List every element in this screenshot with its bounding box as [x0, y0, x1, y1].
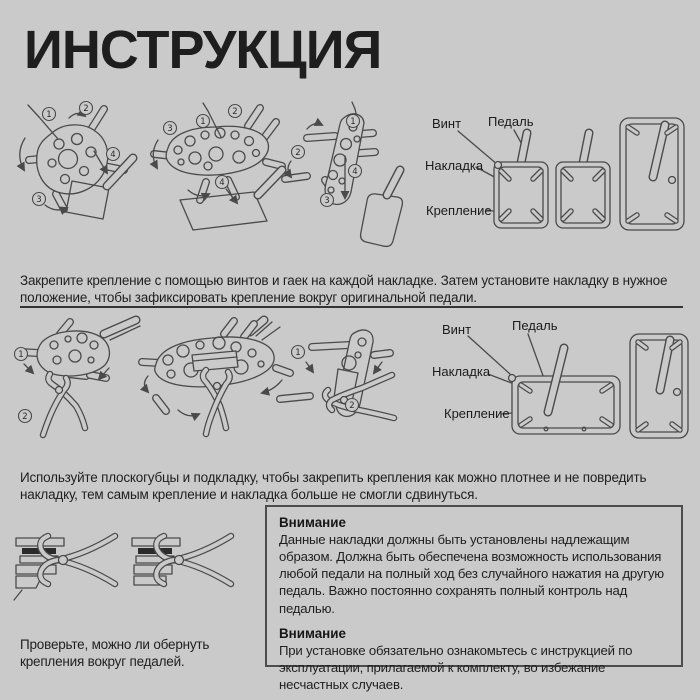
pliers-pivot	[175, 556, 184, 565]
crimp-diagram-round-pad	[12, 318, 152, 448]
svg-text:2: 2	[22, 412, 28, 423]
press-arrow	[145, 376, 149, 392]
part-label-pad: Накладка	[425, 158, 484, 173]
svg-text:3: 3	[36, 195, 42, 206]
step-badge	[19, 410, 32, 423]
screwdriver-icon	[352, 102, 355, 109]
pad-hatched-layer	[134, 565, 172, 574]
pliers-pivot	[214, 383, 221, 390]
part-label-mount: Крепление	[426, 203, 492, 218]
pedal-arm	[107, 158, 133, 186]
mount-clip	[56, 194, 64, 209]
pliers-pivot	[59, 556, 68, 565]
step-diagram-tall-pad	[283, 100, 423, 248]
svg-text:3: 3	[167, 124, 173, 135]
warning-box	[265, 505, 683, 693]
mount-clip	[307, 136, 335, 138]
svg-text:1: 1	[200, 117, 206, 128]
step-badge	[229, 105, 242, 118]
step-badge	[292, 146, 305, 159]
step-badge	[216, 176, 229, 189]
warning-body: Данные накладки должны быть установлены надлежащим образом. Должна быть обеспечена возможность использования любой педали на полный ход без случайного нажатия на другую педаль. Важно постоянно сохранять полный контроль над педалью.	[279, 532, 664, 616]
section2-instruction-text: Используйте плоскогубцы и подкладку, чтобы закрепить крепления как можно плотнее и не повредить накладку, тем самым крепление и накладка больше не смогли сдвинуться.	[20, 469, 647, 502]
svg-text:2: 2	[83, 104, 89, 115]
mount-clip	[90, 375, 106, 378]
page-title: ИНСТРУКЦИЯ	[24, 20, 382, 80]
step-badge	[107, 148, 120, 161]
press-arrow	[24, 364, 33, 373]
pedal-surface	[361, 194, 403, 247]
press-arrow	[306, 362, 313, 372]
crimp-diagram-wide-pad	[140, 318, 292, 448]
pliers-check-diagram-2	[130, 520, 242, 616]
svg-text:4: 4	[352, 167, 358, 178]
step-badge	[347, 115, 360, 128]
svg-text:1: 1	[295, 348, 301, 359]
pliers-check-diagram-1	[14, 520, 126, 616]
accelerator-pedal-with-pad	[630, 334, 688, 438]
labeled-pedals-diagram-1	[424, 106, 696, 242]
brake-pedal-with-pad	[494, 133, 548, 228]
check-instruction-text: Проверьте, можно ли обернуть крепления вокруг педалей.	[20, 636, 210, 669]
step-badge	[346, 399, 359, 412]
step-badge	[43, 108, 56, 121]
part-label-pad: Накладка	[432, 364, 491, 379]
pliers-pivot	[56, 387, 63, 394]
section1-instruction-text: Закрепите крепление с помощью винтов и гаек на каждой накладке. Затем установите накладку в нужное положение, чтобы зафиксировать крепление вокруг оригинальной педали.	[20, 272, 668, 305]
crimp-diagram-tall-pad	[278, 318, 423, 448]
press-arrow	[178, 410, 199, 416]
svg-text:4: 4	[110, 150, 116, 161]
step-badge	[15, 348, 28, 361]
mount-clip	[285, 176, 307, 179]
svg-text:1: 1	[18, 350, 24, 361]
screw-head	[495, 162, 502, 169]
press-arrow	[374, 362, 382, 373]
screwdriver-icon	[203, 103, 208, 111]
step-badge	[292, 346, 305, 359]
rotate-arrow	[20, 138, 25, 170]
part-label-pedal: Педаль	[488, 114, 534, 129]
accelerator-pedal-with-pad	[620, 118, 684, 230]
svg-text:2: 2	[349, 401, 355, 412]
part-label-screw: Винт	[432, 116, 462, 131]
step-diagram-wide-pad	[148, 102, 290, 244]
part-label-mount: Крепление	[444, 406, 510, 421]
pedal-surface	[180, 192, 267, 230]
mount-clip	[374, 353, 390, 355]
section-divider	[20, 306, 683, 308]
warning-title: Внимание	[279, 625, 346, 641]
labeled-pedals-diagram-2	[428, 314, 694, 450]
pedal-pad-shape	[37, 331, 109, 376]
wide-brake-pedal-with-pad	[509, 348, 621, 434]
svg-text:1: 1	[46, 110, 52, 121]
screw-head	[509, 375, 516, 382]
step-badge	[164, 122, 177, 135]
warning-title: Внимание	[279, 515, 346, 530]
step-badge	[321, 194, 334, 207]
step-badge	[33, 193, 46, 206]
svg-text:2: 2	[232, 107, 238, 118]
pad-hatched-layer	[16, 565, 56, 574]
svg-text:2: 2	[295, 148, 301, 159]
svg-text:1: 1	[350, 117, 356, 128]
screwdriver-icon	[28, 105, 39, 117]
step-badge	[349, 165, 362, 178]
svg-text:4: 4	[219, 178, 225, 189]
step-badge	[80, 102, 93, 115]
clutch-pedal-with-pad	[556, 133, 610, 228]
svg-text:3: 3	[324, 196, 330, 207]
pedal-arm	[258, 170, 282, 195]
part-label-pedal: Педаль	[512, 318, 558, 333]
rotate-arrow	[307, 124, 322, 129]
mount-clip	[280, 396, 310, 399]
part-label-screw: Винт	[442, 322, 472, 337]
warning-body: При установке обязательно ознакомьтесь с инструкцией по эксплуатации, прилагаемой к комплекту, во избежание несчастных случаев.	[279, 642, 633, 693]
step-badge	[197, 115, 210, 128]
step-diagram-round-pad	[12, 102, 147, 244]
